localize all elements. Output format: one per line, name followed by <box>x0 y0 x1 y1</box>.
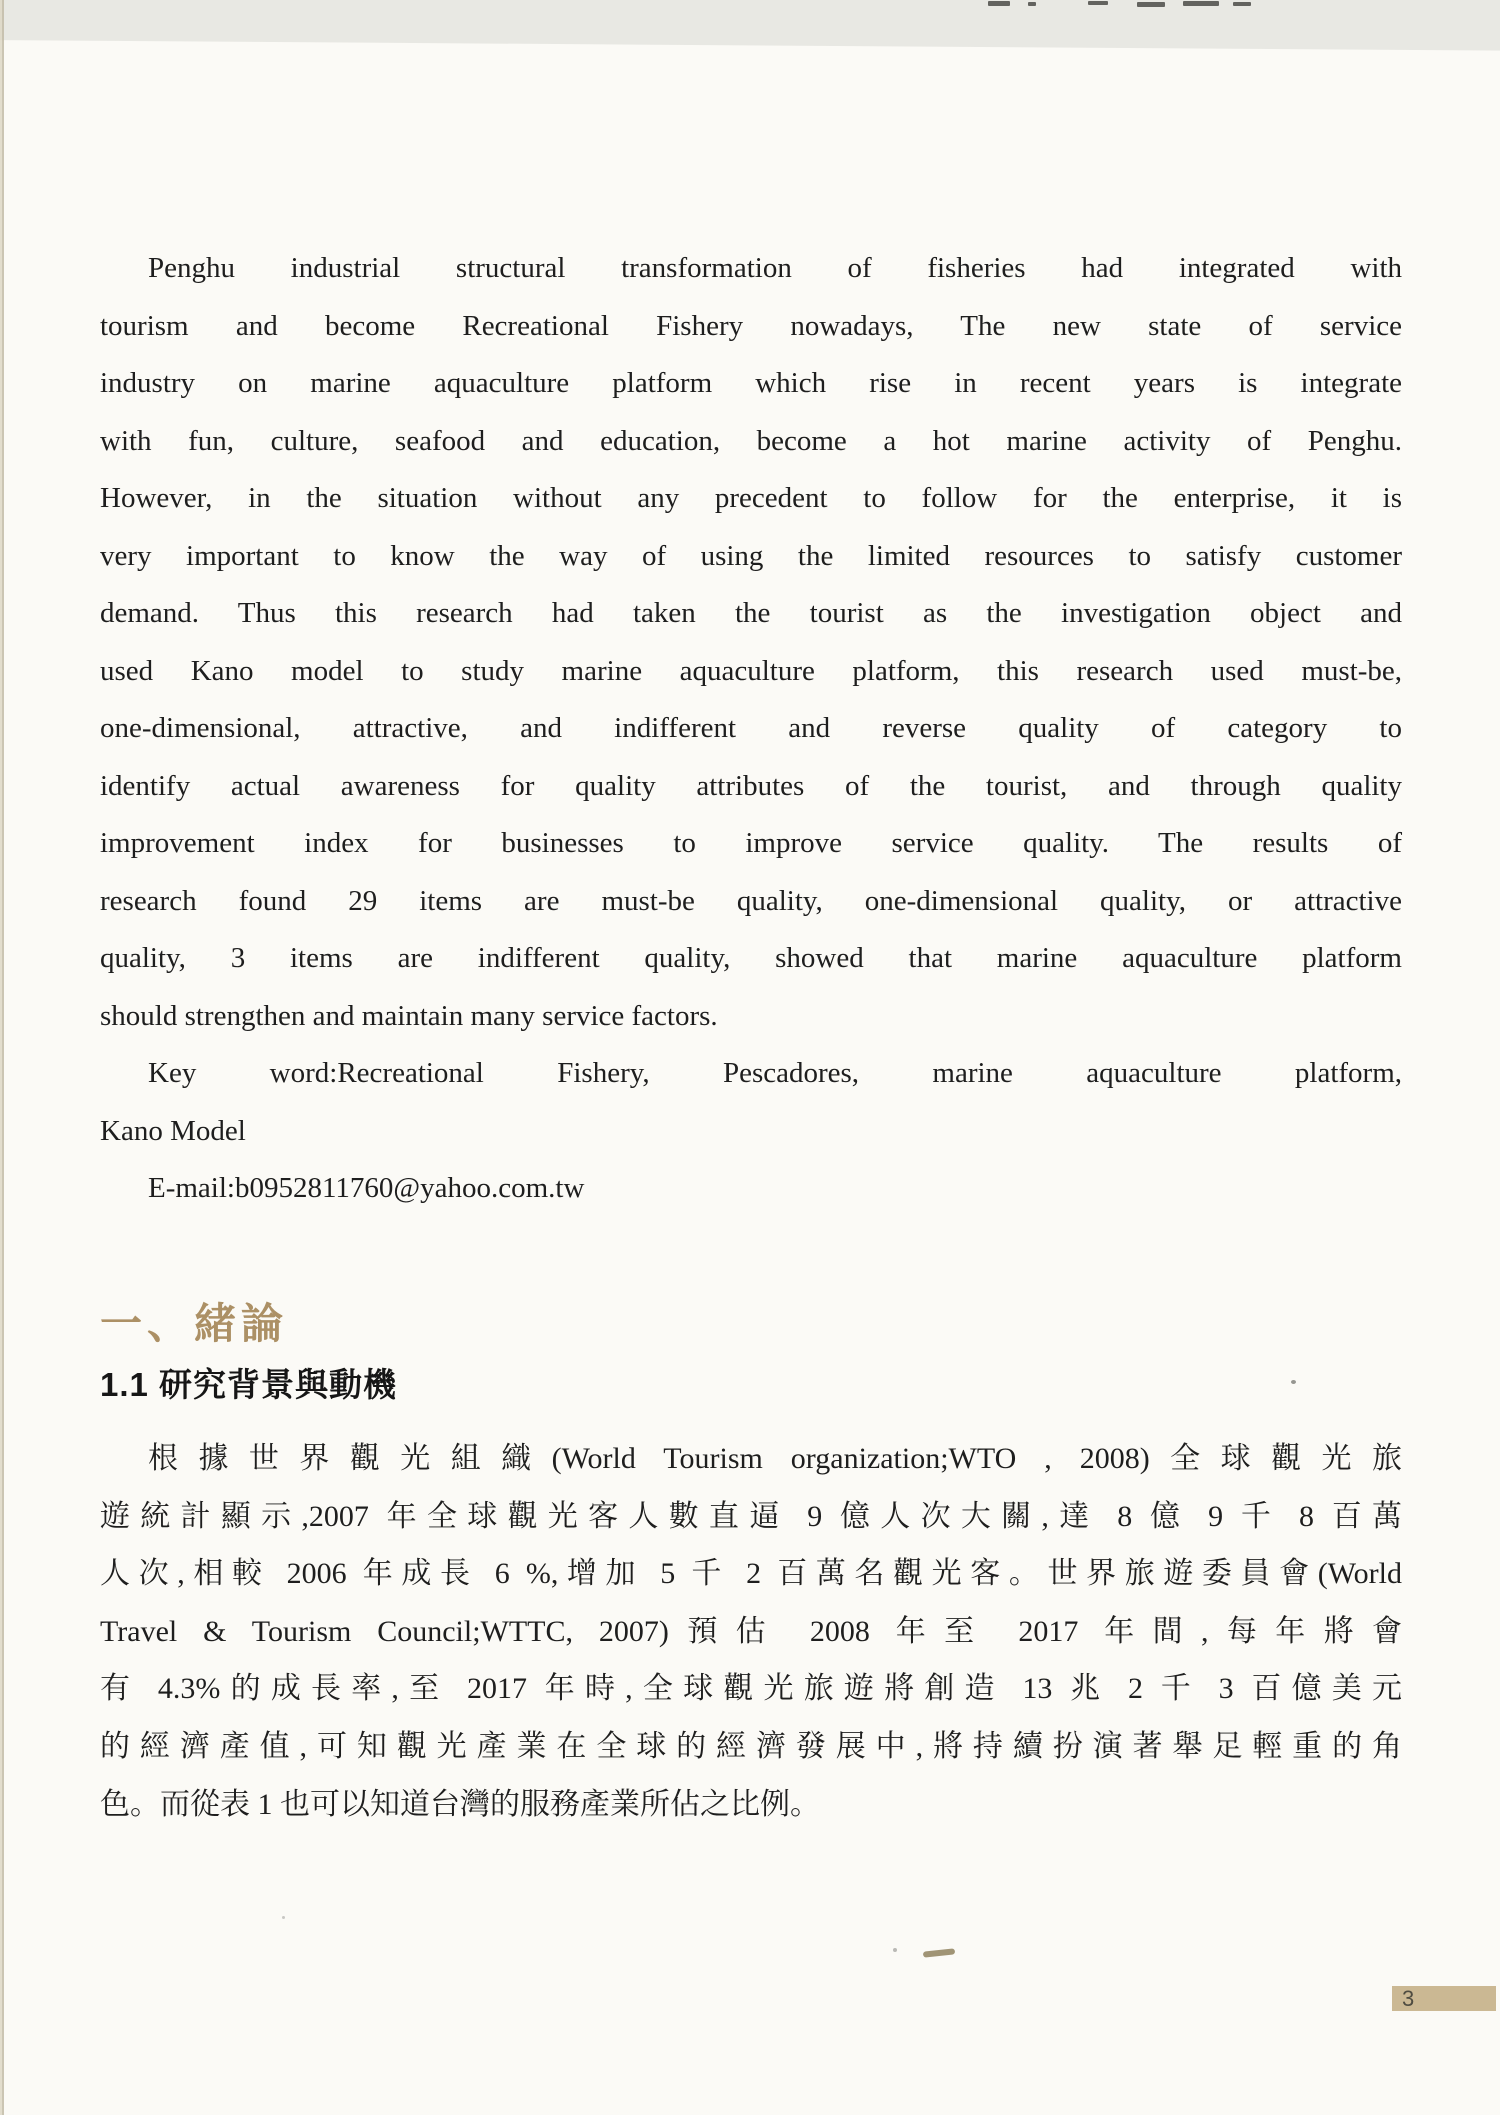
abstract-line: Penghu industrial structural transformation of fisheries had integrated with <box>148 252 1402 284</box>
intro-line: 人次,相較 2006 年成長 6 %,增加 5 千 2 百萬名觀光客。世界旅遊委員會(World <box>100 1557 1402 1591</box>
abstract-line: with fun, culture, seafood and education, become a hot marine activity of Penghu. <box>100 424 1402 457</box>
abstract-line: quality, 3 items are indifferent quality, showed that marine aquaculture platform <box>100 942 1402 974</box>
keywords-line: Key word:Recreational Fishery, Pescadores, marine aquaculture platform, <box>148 1057 1402 1089</box>
email-line: E-mail:b0952811760@yahoo.com.tw <box>148 1172 585 1204</box>
abstract-line: one-dimensional, attractive, and indifferent and reverse quality of category to <box>100 712 1402 744</box>
abstract-line: demand. Thus this research had taken the tourist as the investigation object and <box>100 597 1402 629</box>
abstract-line: tourism and become Recreational Fishery nowadays, The new state of service <box>100 309 1402 342</box>
abstract-paragraph <box>100 240 1402 1045</box>
abstract-line: industry on marine aquaculture platform which rise in recent years is integrate <box>100 367 1402 399</box>
intro-line: 遊統計顯示,2007 年全球觀光客人數直逼 9 億人次大關,達 8 億 9 千 8 百萬 <box>100 1499 1402 1533</box>
cut-text-mark <box>1028 2 1036 6</box>
intro-line: 色。而從表 1 也可以知道台灣的服務產業所佔之比例。 <box>100 1787 820 1821</box>
intro-line: Travel & Tourism Council;WTTC, 2007)預估 2008 年至 2017 年間,每年將會 <box>100 1614 1402 1648</box>
intro-paragraph <box>100 1430 1402 1833</box>
cut-text-mark <box>1233 2 1251 6</box>
subsection-heading: 1.1 研究背景與動機 <box>100 1366 398 1403</box>
abstract-line: However, in the situation without any precedent to follow for the enterprise, it is <box>100 482 1402 514</box>
intro-line: 有 4.3%的成長率,至 2017 年時,全球觀光旅遊將創造 13 兆 2 千 3 百億美元 <box>100 1672 1402 1706</box>
page-number: 3 <box>1392 1986 1496 2011</box>
abstract-line: should strengthen and maintain many service factors. <box>100 999 718 1032</box>
scan-left-edge <box>2 0 4 2115</box>
scan-smudge <box>923 1948 955 1957</box>
cut-text-mark <box>1183 1 1219 6</box>
scan-speck <box>893 1948 897 1952</box>
email-block <box>100 1160 1402 1218</box>
cut-text-mark <box>1137 2 1165 7</box>
scan-speck <box>1291 1380 1296 1384</box>
section-heading: 一、緒論 <box>100 1300 289 1347</box>
scan-speck <box>282 1916 285 1919</box>
abstract-line: very important to know the way of using the limited resources to satisfy customer <box>100 539 1402 572</box>
keywords-block <box>100 1045 1402 1160</box>
abstract-line: research found 29 items are must-be quality, one-dimensional quality, or attractive <box>100 884 1402 917</box>
cut-text-mark <box>988 1 1010 6</box>
scan-top-band <box>0 0 1500 51</box>
abstract-line: used Kano model to study marine aquaculture platform, this research used must-be, <box>100 654 1402 687</box>
intro-line: 的經濟產值,可知觀光產業在全球的經濟發展中,將持續扮演著舉足輕重的角 <box>100 1729 1402 1763</box>
cut-text-mark <box>1088 1 1108 5</box>
intro-line: 根據世界觀光組織(World Tourism organization;WTO , 2008)全球觀光旅 <box>148 1442 1402 1475</box>
keywords-line: Kano Model <box>100 1114 246 1147</box>
abstract-line: identify actual awareness for quality attributes of the tourist, and through quality <box>100 769 1402 802</box>
abstract-line: improvement index for businesses to improve service quality. The results of <box>100 827 1402 859</box>
